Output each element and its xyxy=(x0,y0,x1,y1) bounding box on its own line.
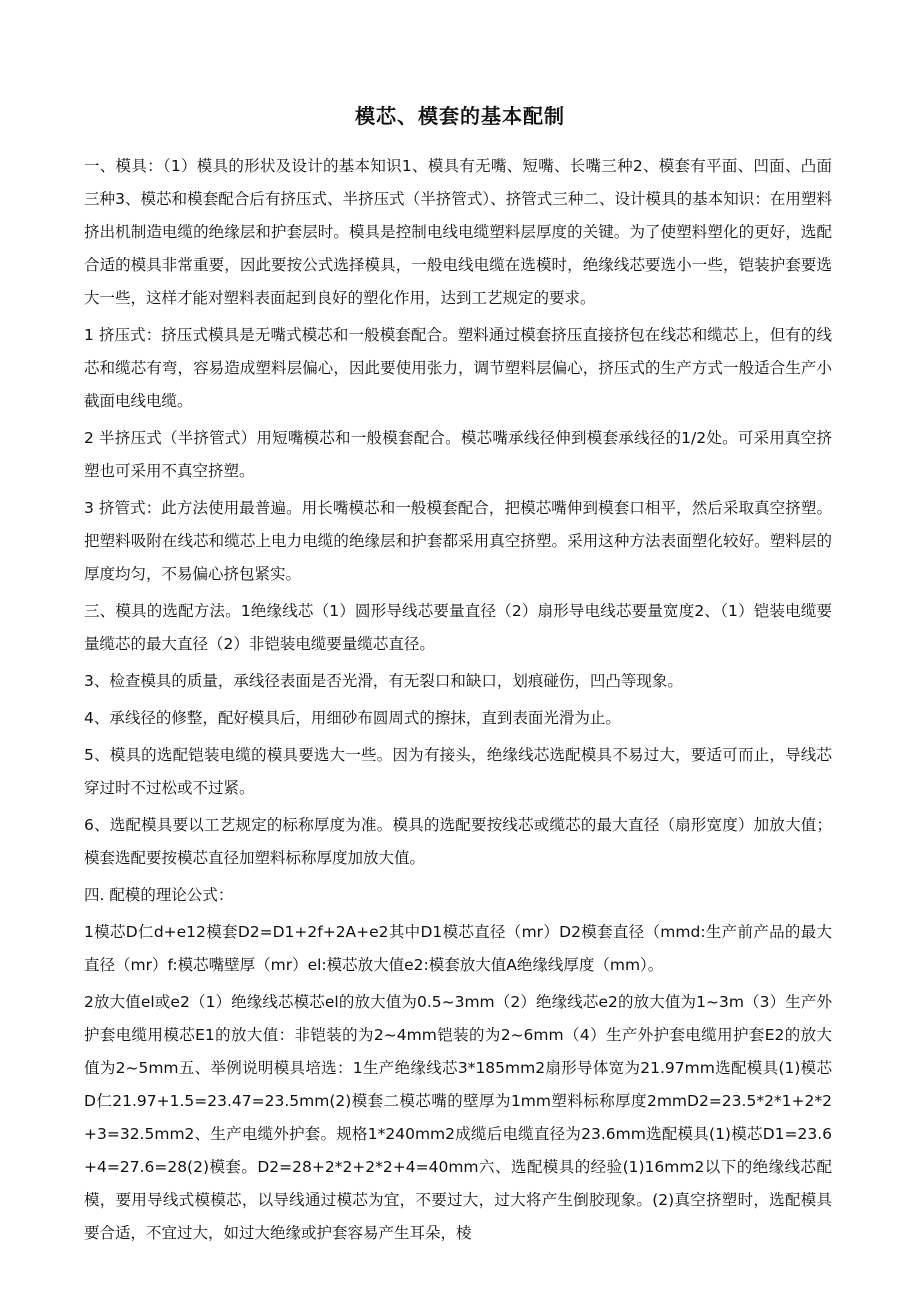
paragraph-6-quality-check: 3、检查模具的质量，承线径表面是否光滑，有无裂口和缺口，划痕碰伤，凹凸等现象。 xyxy=(84,672,683,690)
paragraph-1-mold-basics: 一、模具：（1）模具的形状及设计的基本知识1、模具有无嘴、短嘴、长嘴三种2、模套有平面、凹面、凸面三种3、模芯和模套配合后有挤压式、半挤压式（半挤管式）、挤管式三种二、设计模具的基本知识：在用塑料挤出机制造电缆的绝缘层和护套层时。模具是控制电线电缆塑料层厚度的关键。为了使塑料塑化的更好，选配合适的模具非常重要，因此要按公式选择模具，一般电线电缆在选模时，绝缘线芯要选小一些，铠装护套要选大一些，这样才能对塑料表面起到良好的塑化作用，达到工艺规定的要求。 xyxy=(84,157,832,307)
paragraph-10-formula-heading: 四. 配模的理论公式： xyxy=(84,886,234,904)
document-body xyxy=(84,150,832,1254)
paragraph-2-extrusion-type: 1 挤压式：挤压式模具是无嘴式模芯和一般模套配合。塑料通过模套挤压直接挤包在线芯和缆芯上，但有的线芯和缆芯有弯，容易造成塑料层偏心，因此要使用张力，调节塑料层偏心，挤压式的生产方式一般适合生产小截面电线电缆。 xyxy=(84,326,832,410)
paragraph-4-tubing-type: 3 挤管式：此方法使用最普遍。用长嘴模芯和一般模套配合，把模芯嘴伸到模套口相平，然后采取真空挤塑。把塑料吸附在线芯和缆芯上电力电缆的绝缘层和护套都采用真空挤塑。采用这种方法表面塑化较好。塑料层的厚度均匀，不易偏心挤包紧实。 xyxy=(84,499,832,583)
paragraph-11-formula: 1模芯D仁d+e12模套D2=D1+2f+2A+e2其中D1模芯直径（mr）D2模套直径（mmd:生产前产品的最大直径（mr）f:模芯嘴壁厚（mr）el:模芯放大值e2:模套放大值A绝缘线厚度（mm）。 xyxy=(84,923,832,974)
paragraph-8-armored-selection: 5、模具的选配铠装电缆的模具要选大一些。因为有接头，绝缘线芯选配模具不易过大，要适可而止，导线芯穿过时不过松或不过紧。 xyxy=(84,746,832,797)
page-title: 模芯、模套的基本配制 xyxy=(355,104,565,128)
paragraph-9-nominal-thickness: 6、选配模具要以工艺规定的标称厚度为准。模具的选配要按线芯或缆芯的最大直径（扇形宽度）加放大值；模套选配要按模芯直径加塑料标称厚度加放大值。 xyxy=(84,816,832,867)
paragraph-5-selection-method: 三、模具的选配方法。1绝缘线芯（1）圆形导线芯要量直径（2）扇形导电线芯要量宽度2、（1）铠装电缆要量缆芯的最大直径（2）非铠装电缆要量缆芯直径。 xyxy=(84,602,832,653)
paragraph-7-bearing-trim: 4、承线径的修整，配好模具后，用细砂布圆周式的擦抹，直到表面光滑为止。 xyxy=(84,709,621,727)
paragraph-3-semi-extrusion-type: 2 半挤压式（半挤管式）用短嘴模芯和一般模套配合。模芯嘴承线径伸到模套承线径的1/2处。可采用真空挤塑也可采用不真空挤塑。 xyxy=(84,429,832,480)
paragraph-12-enlargement-examples: 2放大值el或e2（1）绝缘线芯模芯el的放大值为0.5~3mm（2）绝缘线芯e2的放大值为1~3m（3）生产外护套电缆用模芯E1的放大值：非铠装的为2~4mm铠装的为2~6mm（4）生产外护套电缆用护套E2的放大值为2~5mm五、举例说明模具培选：1生产绝缘线芯3*185mm2扇形导体宽为21.97mm选配模具(1)模芯D仁21.97+1.5=23.47=23.5mm(2)模套二模芯嘴的壁厚为1mm塑料标称厚度2mmD2=23.5*2*1+2*2+3=32.5mm2、生产电缆外护套。规格1*240mm2成缆后电缆直径为23.6mm选配模具(1)模芯D1=23.6+4=27.6=28(2)模套。D2=28+2*2+2*2+4=40mm六、选配模具的经验(1)16mm2以下的绝缘线芯配模，要用导线式模模芯，以导线通过模芯为宜，不要过大，过大将产生倒胶现象。(2)真空挤塑时，选配模具要合适，不宜过大，如过大绝缘或护套容易产生耳朵，棱 xyxy=(84,993,832,1242)
